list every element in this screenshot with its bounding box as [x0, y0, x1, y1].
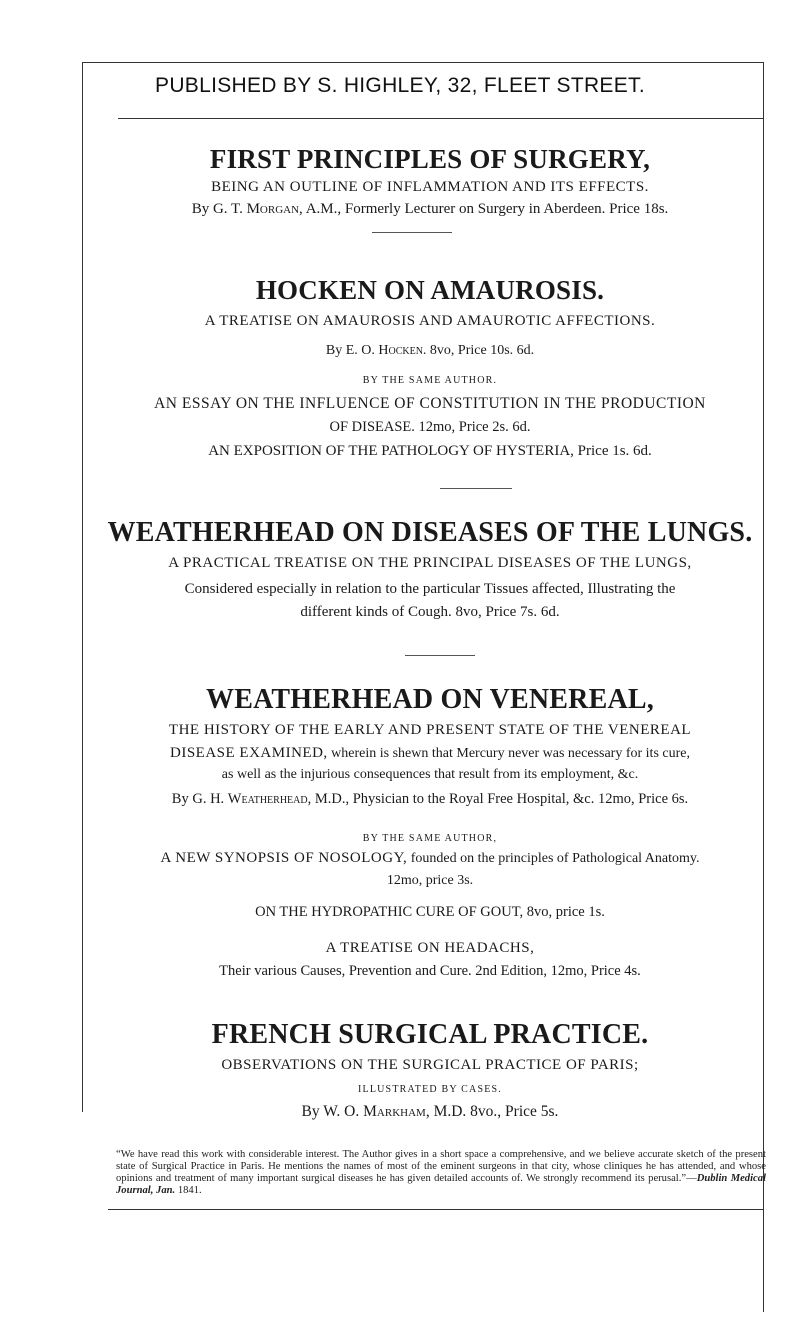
hocken-same-author: BY THE SAME AUTHOR. — [362, 375, 498, 386]
surgery-author — [90, 201, 770, 218]
venereal-author-suffix: , M.D., Physician to the Royal Free Hospital, &c. 12mo, Price 6s. — [307, 791, 689, 807]
hocken-author-suffix: . 8vo, Price 10s. 6d. — [422, 343, 535, 358]
venereal-subtitle-line1: THE HISTORY OF THE EARLY AND PRESENT STATE OF THE VENEREAL — [168, 722, 692, 738]
surgery-author-name: Morgan — [246, 201, 300, 217]
french-illustrated: ILLUSTRATED BY CASES. — [357, 1084, 502, 1095]
lungs-subtitle: A PRACTICAL TREATISE ON THE PRINCIPAL DISEASES OF THE LUNGS, — [168, 555, 692, 571]
section-divider — [405, 655, 475, 656]
venereal-author-name: Weatherhead — [227, 791, 308, 807]
venereal-synopsis-title: A NEW SYNOPSIS OF NOSOLOGY, — [160, 850, 408, 866]
venereal-disease-examined: DISEASE EXAMINED, — [170, 745, 328, 761]
french-author-prefix: By W. O. — [301, 1103, 360, 1120]
hocken-essay-line1: AN ESSAY ON THE INFLUENCE OF CONSTITUTION IN THE PRODUCTION — [154, 395, 706, 412]
review-quote — [116, 1149, 766, 1197]
venereal-subtitle-line3: as well as the injurious consequences that result from its employment, &c. — [221, 767, 639, 782]
venereal-same-author: BY THE SAME AUTHOR, — [362, 833, 498, 844]
surgery-subtitle: BEING AN OUTLINE OF INFLAMMATION AND ITS EFFECTS. — [211, 179, 649, 195]
surgery-author-prefix: By G. T. — [191, 201, 243, 217]
hocken-author-prefix: By E. O. — [325, 343, 375, 358]
publisher-rule — [118, 118, 763, 119]
lungs-desc-line2: different kinds of Cough. 8vo, Price 7s. 6d. — [300, 604, 560, 620]
review-text: “We have read this work with considerable interest. The Author gives in a short space a comprehensive, and we believe accurate sketch of the present state of Surgical Practice in Paris. He mentions the names of most of the eminent surgeons in that city, whose cliniques he has attended, and whose opinions and treatment of many important surgical diseases he has given detailed accounts of. We strongly recommend its perusal.”— — [116, 1149, 766, 1184]
french-subtitle: OBSERVATIONS ON THE SURGICAL PRACTICE OF PARIS; — [221, 1057, 639, 1073]
section-divider — [440, 488, 512, 489]
french-title: FRENCH SURGICAL PRACTICE. — [211, 1019, 649, 1050]
venereal-gout: ON THE HYDROPATHIC CURE OF GOUT, 8vo, price 1s. — [255, 904, 605, 920]
left-border — [82, 62, 83, 1112]
venereal-subtitle-line2 — [90, 745, 770, 762]
surgery-author-suffix: , A.M., Formerly Lecturer on Surgery in Aberdeen. Price 18s. — [299, 201, 669, 217]
surgery-title: FIRST PRINCIPLES OF SURGERY, — [209, 144, 651, 174]
venereal-headachs-desc: Their various Causes, Prevention and Cure. 2nd Edition, 12mo, Price 4s. — [219, 963, 641, 979]
venereal-author-prefix: By G. H. — [171, 791, 225, 807]
top-border — [82, 62, 764, 63]
lungs-desc-line1: Considered especially in relation to the particular Tissues affected, Illustrating the — [184, 581, 676, 597]
french-author-suffix: , M.D. 8vo., Price 5s. — [425, 1103, 559, 1120]
review-source: Dublin Medical Journal, Jan. — [116, 1173, 766, 1196]
bottom-border — [108, 1209, 764, 1210]
hocken-title: HOCKEN ON AMAUROSIS. — [255, 275, 605, 305]
french-author — [90, 1103, 770, 1121]
hocken-exposition: AN EXPOSITION OF THE PATHOLOGY OF HYSTERIA, Price 1s. 6d. — [208, 443, 652, 459]
venereal-subtitle-line2-rest: wherein is shewn that Mercury never was necessary for its cure, — [327, 746, 690, 761]
venereal-headachs-title: A TREATISE ON HEADACHS, — [325, 940, 535, 956]
hocken-author — [90, 343, 770, 359]
venereal-synopsis-rest: founded on the principles of Pathological Anatomy. — [407, 851, 700, 866]
review-year: 1841. — [175, 1185, 202, 1196]
section-divider — [372, 232, 452, 233]
venereal-author — [90, 791, 770, 808]
lungs-title: WEATHERHEAD ON DISEASES OF THE LUNGS. — [107, 517, 753, 548]
publisher-imprint: PUBLISHED BY S. HIGHLEY, 32, FLEET STREET. — [155, 74, 645, 97]
venereal-synopsis — [90, 850, 770, 867]
venereal-title: WEATHERHEAD ON VENEREAL, — [206, 684, 654, 715]
french-author-name: Markham — [363, 1103, 426, 1120]
hocken-subtitle: A TREATISE ON AMAUROSIS AND AMAUROTIC AFFECTIONS. — [204, 313, 656, 329]
hocken-author-name: Hocken — [378, 343, 423, 358]
hocken-essay-line2: OF DISEASE. 12mo, Price 2s. 6d. — [329, 419, 531, 435]
venereal-synopsis-price: 12mo, price 3s. — [386, 873, 474, 888]
